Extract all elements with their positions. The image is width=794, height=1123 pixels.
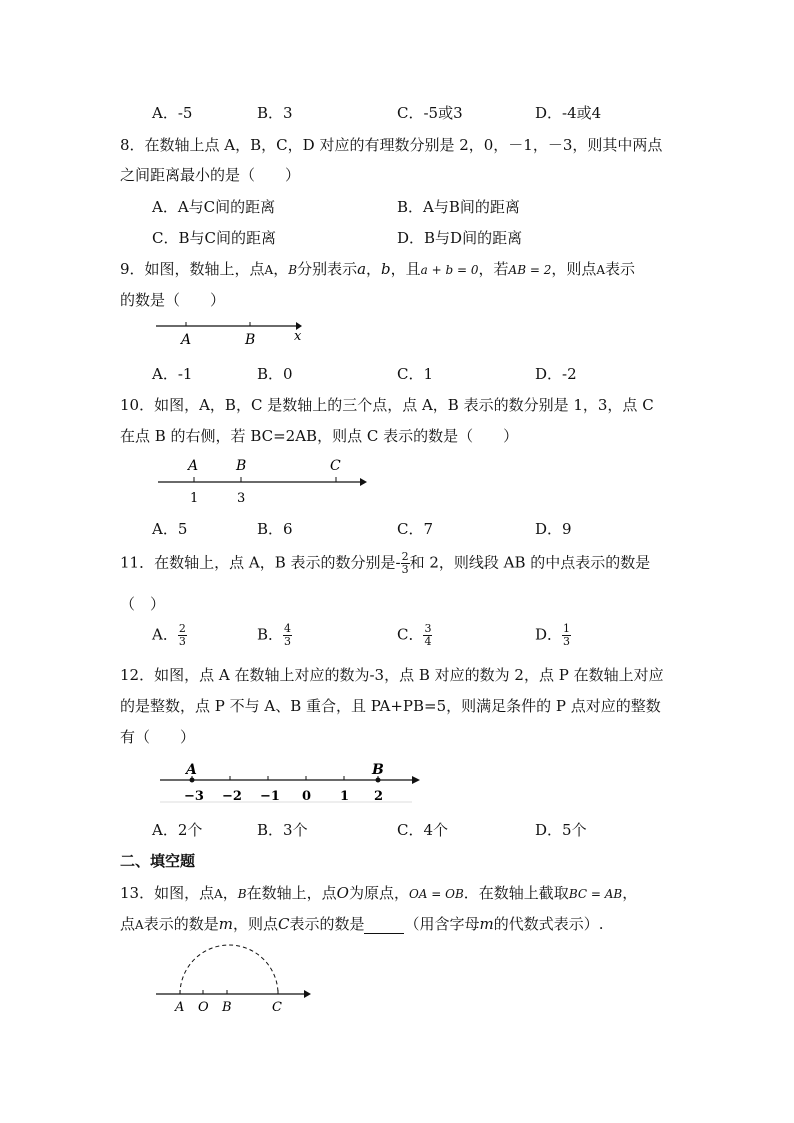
q10-number-3: 3 xyxy=(237,491,246,506)
q10-label-c: C xyxy=(330,458,341,474)
q12-point-b xyxy=(376,778,381,783)
q13-stem-line1: 13．如图，点A，B在数轴上，点O为原点，OA = OB．在数轴上截取BC = AB， xyxy=(120,884,638,902)
q11-fraction: $\frac{2}{3}$ xyxy=(401,550,409,576)
q7-option-c: C．-5或3 xyxy=(397,104,463,122)
q9-label-b: B xyxy=(245,332,256,348)
q12-stem-line2: 的是整数，点 P 不与 A、B 重合，且 PA+PB=5，则满足条件的 P 点对应的整数 xyxy=(120,697,661,715)
q10-label-b: B xyxy=(236,458,247,474)
q9-label-a: A xyxy=(181,332,192,348)
q8-stem-line1: 8．在数轴上点 A，B，C，D 对应的有理数分别是 2，0，－1，－3，则其中两点 xyxy=(120,136,663,154)
q9-option-b: B．0 xyxy=(257,365,293,383)
q10-option-c: C．7 xyxy=(397,520,434,538)
q12-tick-label: −3 xyxy=(184,789,204,804)
q9-stem-line1: 9．如图，数轴上，点A，B分别表示a，b，且a + b = 0，若AB = 2，则点A表示 xyxy=(120,260,636,278)
q13-number-line xyxy=(150,944,320,1020)
q7-option-d: D．-4或4 xyxy=(535,104,602,122)
q12-tick-label: −1 xyxy=(260,789,280,804)
q10-number-1: 1 xyxy=(190,491,199,506)
q12-option-d: D．5个 xyxy=(535,821,587,839)
q12-label-b: B xyxy=(372,762,384,778)
q12-stem-line1: 12．如图，点 A 在数轴上对应的数为-3，点 B 对应的数为 2，点 P 在数轴上对应 xyxy=(120,666,664,684)
q13-label-o: O xyxy=(198,1000,209,1015)
q11-option-c: C． $\frac{3}{4}$ xyxy=(397,622,432,648)
q10-label-a: A xyxy=(188,458,199,474)
q10-option-a: A．5 xyxy=(152,520,188,538)
q11-stem-line1: 11．在数轴上，点 A，B 表示的数分别是- $\frac{2}{3}$ 和 2，则线段 AB 的中点表示的数是 xyxy=(120,550,651,576)
q13-label-c: C xyxy=(272,1000,282,1015)
q8-option-b: B．A与B间的距离 xyxy=(397,198,520,216)
q12-tick-label: 0 xyxy=(302,789,312,804)
q10-stem-line2: 在点 B 的右侧，若 BC=2AB，则点 C 表示的数是（ ） xyxy=(120,427,519,445)
q10-arrow xyxy=(360,478,367,486)
q12-tick-label: 1 xyxy=(340,789,350,804)
q7-option-a: A．-5 xyxy=(152,104,193,122)
q13-label-b: B xyxy=(222,1000,232,1015)
q9-option-d: D．-2 xyxy=(535,365,577,383)
q11-option-b: B． $\frac{4}{3}$ xyxy=(257,622,292,648)
q9-option-c: C．1 xyxy=(397,365,434,383)
q7-option-b: B．3 xyxy=(257,104,293,122)
q10-option-d: D．9 xyxy=(535,520,572,538)
q12-tick-label: 2 xyxy=(374,789,384,804)
q10-option-b: B．6 xyxy=(257,520,293,538)
q9-stem-line2: 的数是（ ） xyxy=(120,291,226,309)
q12-number-line xyxy=(150,758,430,808)
q13-answer-blank[interactable] xyxy=(364,919,404,934)
q10-number-line xyxy=(150,454,380,506)
q12-point-a xyxy=(190,778,195,783)
section-heading-fill-in: 二、填空题 xyxy=(120,852,196,870)
q9-label-x: x xyxy=(294,329,302,344)
q12-option-b: B．3个 xyxy=(257,821,308,839)
q11-option-d: D． $\frac{1}{3}$ xyxy=(535,622,571,648)
q12-arrow xyxy=(412,776,420,784)
q13-dashed-arc xyxy=(180,945,278,994)
q10-stem-line1: 10．如图，A，B，C 是数轴上的三个点，点 A，B 表示的数分别是 1，3，点 C xyxy=(120,396,654,414)
q11-option-a: A． $\frac{2}{3}$ xyxy=(152,622,186,648)
q12-option-a: A．2个 xyxy=(152,821,203,839)
q8-option-c: C．B与C间的距离 xyxy=(152,229,276,247)
q12-option-c: C．4个 xyxy=(397,821,449,839)
q9-number-line xyxy=(150,316,320,350)
q8-option-d: D．B与D间的距离 xyxy=(397,229,523,247)
q13-label-a: A xyxy=(175,1000,185,1015)
q8-option-a: A．A与C间的距离 xyxy=(152,198,276,216)
q13-stem-line2: 点A表示的数是m，则点C表示的数是 （用含字母m的代数式表示）. xyxy=(120,915,604,933)
q12-tick-label: −2 xyxy=(222,789,242,804)
q13-arrow xyxy=(304,990,311,998)
q12-stem-line3: 有（ ） xyxy=(120,728,196,746)
q11-stem-line2: （ ） xyxy=(120,595,166,613)
q12-label-a: A xyxy=(186,762,197,778)
q9-option-a: A．-1 xyxy=(152,365,193,383)
q8-stem-line2: 之间距离最小的是（ ） xyxy=(120,166,301,184)
